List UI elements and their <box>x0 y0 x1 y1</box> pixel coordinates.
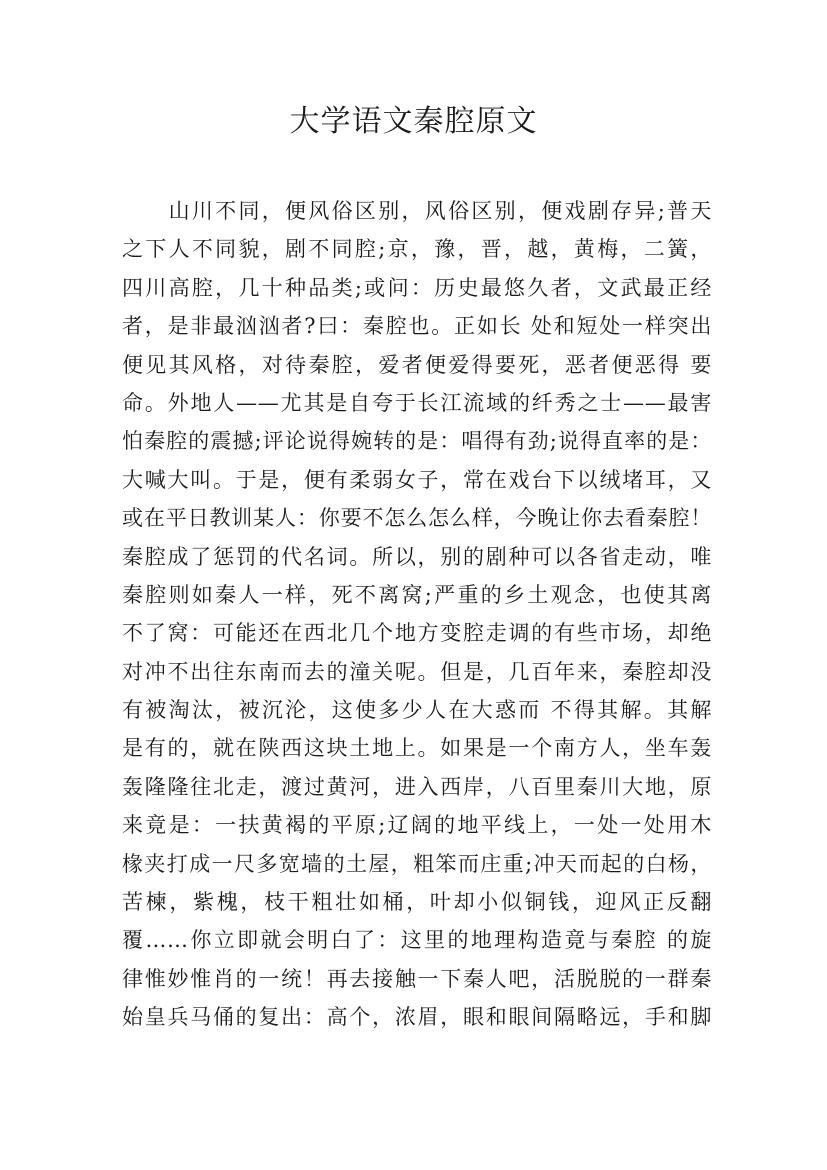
text-line: 苦楝，紫槐，枝干粗壮如桶，叶却小似铜钱，迎风正反翻 <box>122 890 712 915</box>
body-paragraph <box>122 192 712 1037</box>
text-line: 始皇兵马俑的复出：高个，浓眉，眼和眼间隔略远，手和脚 <box>122 1005 712 1030</box>
text-line: 者，是非最汹汹者?曰：秦腔也。正如长 处和短处一样突出 <box>122 314 712 339</box>
text-line: 有被淘汰，被沉沦，这使多少人在大惑而 不得其解。其解 <box>122 698 712 723</box>
text-line: 四川高腔，几十种品类;或问：历史最悠久者，文武最正经 <box>122 275 712 300</box>
text-line: 是有的，就在陕西这块土地上。如果是一个南方人，坐车轰 <box>122 736 712 761</box>
text-line: 秦腔成了惩罚的代名词。所以，别的剧种可以各省走动，唯 <box>122 544 712 569</box>
text-line: 或在平日教训某人：你要不怎么怎么样，今晚让你去看秦腔！ <box>122 506 712 531</box>
text-line: 对冲不出往东南而去的潼关呢。但是，几百年来，秦腔却没 <box>122 659 712 684</box>
text-line: 不了窝：可能还在西北几个地方变腔走调的有些市场，却绝 <box>122 621 712 646</box>
text-line: 来竟是：一扶黄褐的平原;辽阔的地平线上，一处一处用木 <box>122 813 712 838</box>
text-line: 秦腔则如秦人一样，死不离窝;严重的乡土观念，也使其离 <box>122 582 712 607</box>
text-line: 律惟妙惟肖的一统！再去接触一下秦人吧，活脱脱的一群秦 <box>122 966 712 991</box>
text-line: 轰隆隆往北走，渡过黄河，进入西岸，八百里秦川大地，原 <box>122 774 712 799</box>
text-line: 覆……你立即就会明白了：这里的地理构造竟与秦腔 的旋 <box>122 928 712 953</box>
page-title: 大学语文秦腔原文 <box>289 104 538 139</box>
text-line: 之下人不同貌，剧不同腔;京，豫，晋，越，黄梅，二簧， <box>122 237 712 262</box>
text-line: 椽夹打成一尺多宽墙的土屋，粗笨而庄重;冲天而起的白杨， <box>122 851 712 876</box>
text-line: 山川不同，便风俗区别，风俗区别，便戏剧存异;普天 <box>122 199 712 223</box>
text-line: 便见其风格，对待秦腔，爱者便爱得要死，恶者便恶得 要 <box>122 352 712 377</box>
text-line: 怕秦腔的震撼;评论说得婉转的是：唱得有劲;说得直率的是： <box>122 429 712 454</box>
text-line: 命。外地人——尤其是自夸于长江流域的纤秀之士——最害 <box>122 390 712 415</box>
text-line: 大喊大叫。于是，便有柔弱女子，常在戏台下以绒堵耳，又 <box>122 467 712 492</box>
